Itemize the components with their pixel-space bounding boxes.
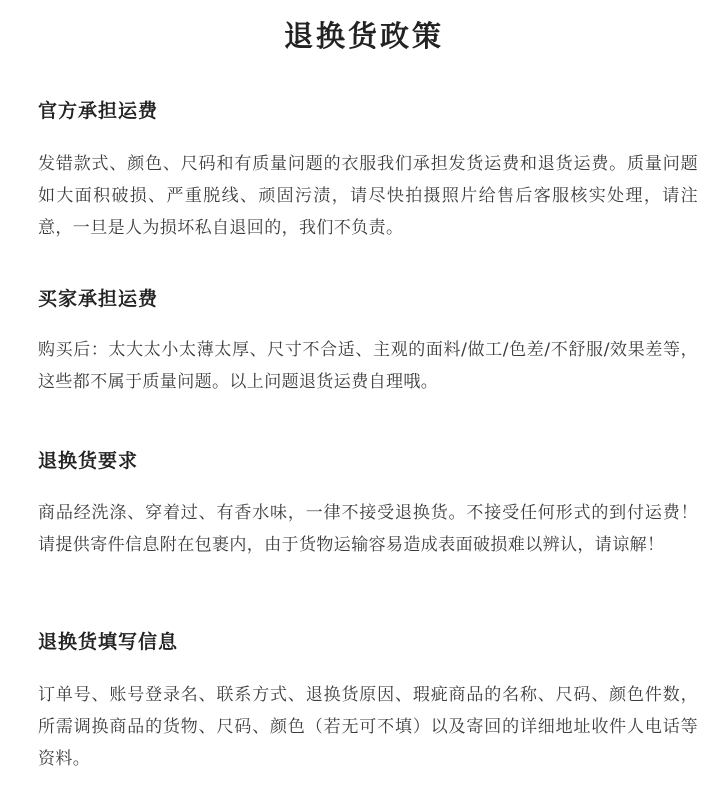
- section-return-info: [38, 628, 698, 775]
- section-return-requirements: [38, 447, 698, 561]
- section-buyer-shipping: [38, 285, 698, 398]
- section-body: 购买后：太大太小太薄太厚、尺寸不合适、主观的面料/做工/色差/不舒服/效果差等，这些都不属于质量问题。以上问题退货运费自理哦。: [38, 340, 698, 392]
- section-heading: 官方承担运费: [38, 100, 159, 122]
- section-heading: 退换货填写信息: [38, 631, 179, 653]
- section-body: 商品经洗涤、穿着过、有香水味，一律不接受退换货。不接受任何形式的到付运费！请提供寄件信息附在包裹内，由于货物运输容易造成表面破损难以辨认，请谅解！: [38, 503, 698, 555]
- section-official-shipping: [38, 97, 698, 244]
- section-heading: 买家承担运费: [38, 288, 159, 310]
- section-body: 订单号、账号登录名、联系方式、退换货原因、瑕疵商品的名称、尺码、颜色件数，所需调换商品的货物、尺码、颜色（若无可不填）以及寄回的详细地址收件人电话等资料。: [38, 685, 698, 769]
- section-body: 发错款式、颜色、尺码和有质量问题的衣服我们承担发货运费和退货运费。质量问题如大面积破损、严重脱线、顽固污渍，请尽快拍摄照片给售后客服核实处理，请注意，一旦是人为损坏私自退回的，我们不负责。: [38, 154, 698, 238]
- section-heading: 退换货要求: [38, 450, 139, 472]
- page-title: 退换货政策: [283, 19, 444, 53]
